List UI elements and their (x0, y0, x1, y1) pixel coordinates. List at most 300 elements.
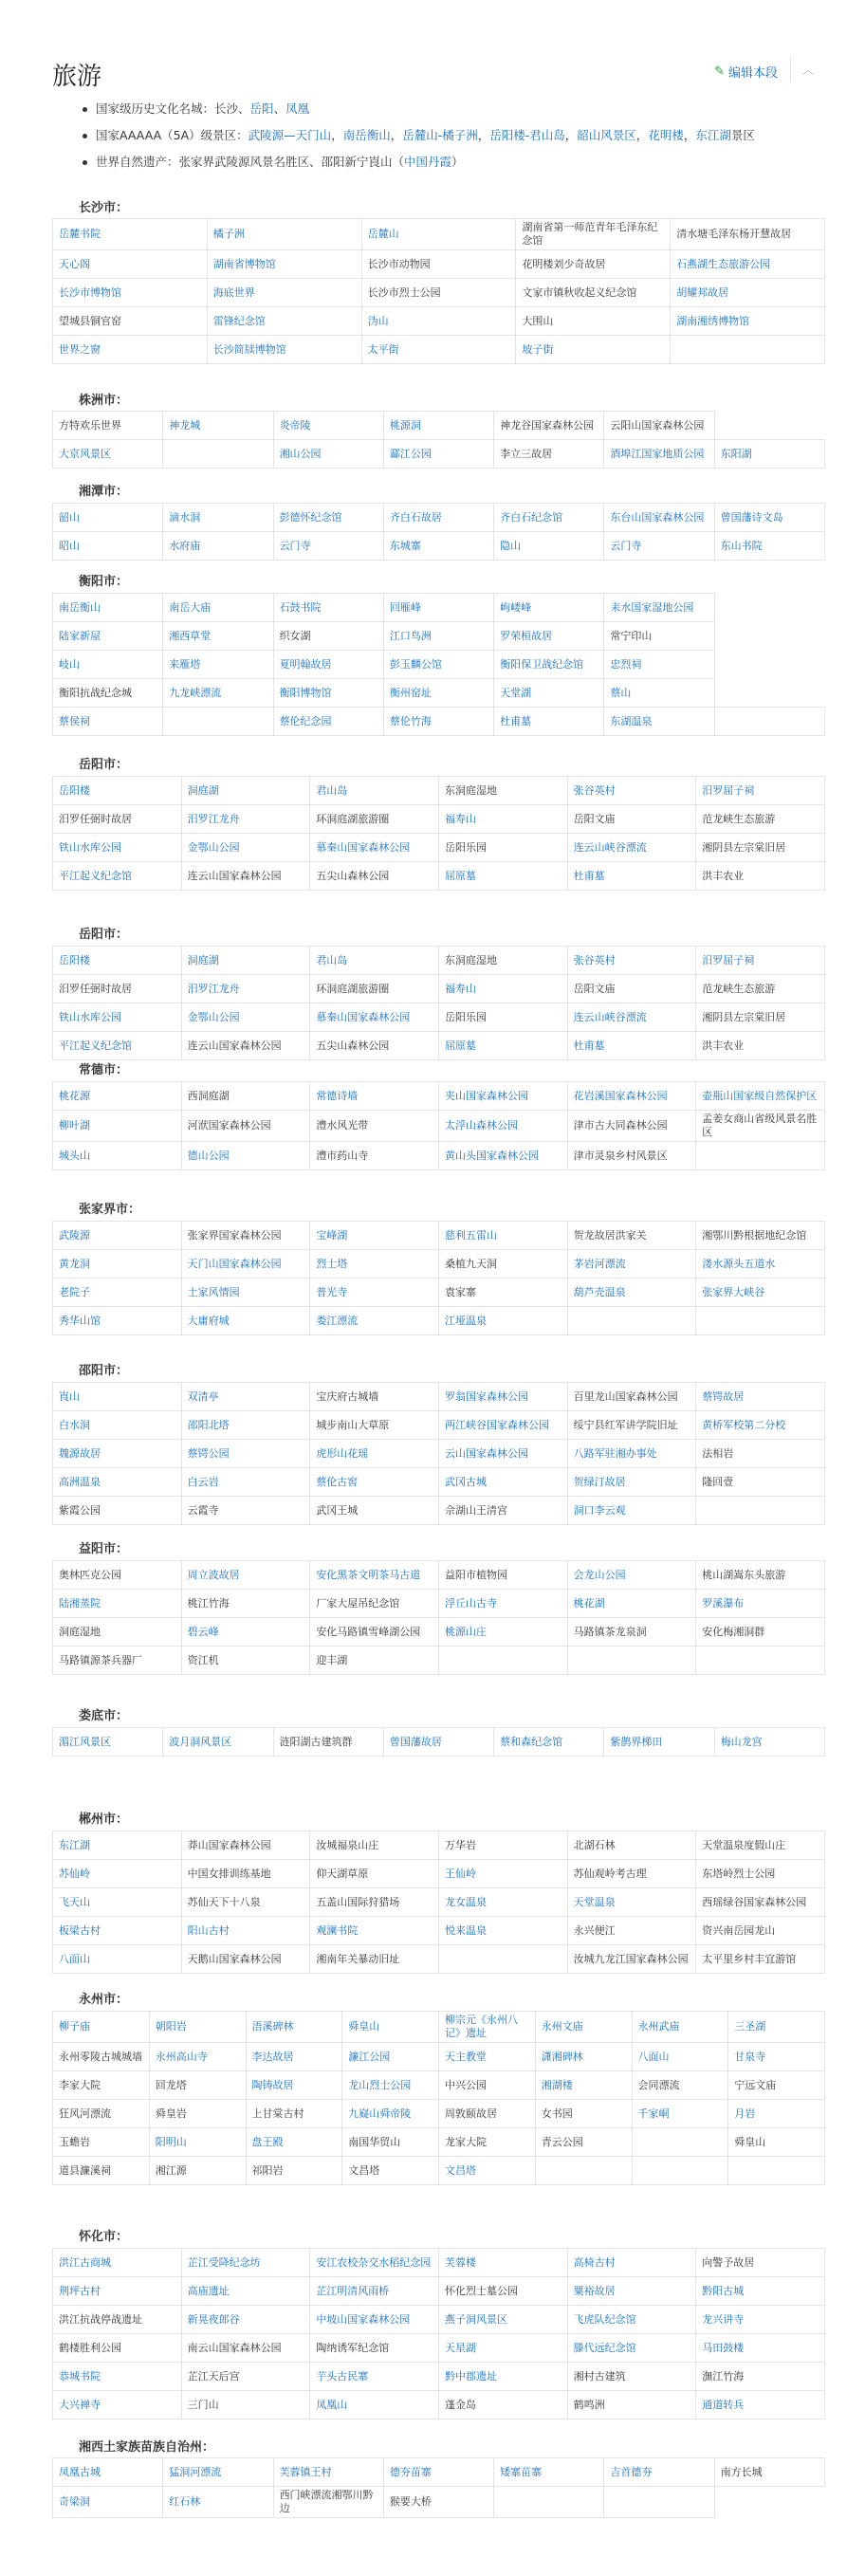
attractions-table (52, 218, 825, 364)
collapse-button[interactable] (790, 57, 825, 82)
table-row (53, 777, 825, 805)
table-cell[interactable]: 八面山 (53, 1945, 182, 1974)
table-cell[interactable]: 天心阁 (53, 250, 208, 279)
attraction-link[interactable]: 岳阳 (249, 101, 274, 116)
table-cell[interactable]: 忠烈祠 (604, 651, 714, 679)
table-cell[interactable]: 岳麓书院 (53, 219, 208, 250)
table-cell[interactable]: 屈原墓 (438, 862, 567, 891)
table-cell[interactable]: 飞天山 (53, 1888, 182, 1917)
table-row (53, 2043, 825, 2071)
table-cell[interactable]: 福寿山 (438, 975, 567, 1003)
attractions-table (52, 2248, 825, 2420)
table-cell[interactable]: 神龙城 (163, 412, 273, 440)
table-cell[interactable]: 洪江古商城 (53, 2249, 182, 2277)
table-cell[interactable]: 福寿山 (438, 805, 567, 834)
table-cell[interactable]: 东山书院 (714, 532, 824, 561)
table-cell: 连云山国家森林公园 (181, 862, 310, 891)
table-cell[interactable]: 耒水国家湿地公园 (604, 594, 714, 622)
table-cell[interactable]: 彭德怀纪念馆 (273, 504, 383, 532)
table-cell[interactable]: 云门寺 (273, 532, 383, 561)
table-cell[interactable]: 凤凰古城 (53, 2458, 163, 2487)
table-cell[interactable]: 衡州窑址 (383, 679, 493, 708)
highlight-text: 张家界武陵源风景名胜区、邵阳新宁崀山（ (178, 155, 405, 169)
table-row (53, 2391, 825, 2420)
pencil-icon: ✎ (714, 64, 725, 79)
table-cell[interactable]: 平江起义纪念馆 (53, 862, 182, 891)
table-cell[interactable]: 葫芦壳温泉 (567, 1279, 696, 1307)
table-row (53, 1561, 825, 1590)
table-cell: 舜皇山 (728, 2128, 825, 2157)
table-cell[interactable]: 芷江受降纪念坊 (181, 2249, 310, 2277)
table-cell[interactable]: 白云岩 (181, 1468, 310, 1497)
table-cell[interactable]: 酒埠江国家地质公园 (604, 440, 714, 469)
table-cell[interactable]: 坡子街 (516, 336, 671, 364)
table-cell[interactable]: 梅山龙宫 (714, 1728, 824, 1757)
table-row (53, 2277, 825, 2306)
table-cell[interactable]: 中坡山国家森林公园 (310, 2306, 439, 2334)
table-cell: 猴要大桥 (383, 2487, 493, 2518)
table-cell: 鹤鸣洲 (567, 2391, 696, 2420)
table-cell[interactable]: 阳明山 (149, 2128, 246, 2157)
table-cell[interactable]: 陆湘蒸院 (53, 1590, 182, 1618)
table-cell[interactable]: 杜甫墓 (494, 708, 604, 736)
table-cell[interactable]: 张家界大峡谷 (696, 1279, 825, 1307)
table-cell[interactable]: 普光寺 (310, 1279, 439, 1307)
table-cell: 长沙市烈士公园 (361, 279, 516, 307)
table-cell[interactable]: 罗溪瀑布 (696, 1590, 825, 1618)
table-cell: 潕江竹海 (696, 2363, 825, 2391)
table-cell[interactable]: 凤凰山 (310, 2391, 439, 2420)
city-heading: 常德市： (79, 1063, 129, 1077)
table-cell[interactable]: 碧云峰 (181, 1618, 310, 1647)
table-cell[interactable]: 高洲温泉 (53, 1468, 182, 1497)
table-cell[interactable]: 老院子 (53, 1279, 182, 1307)
attraction-link[interactable]: 凤凰 (285, 101, 310, 116)
table-cell[interactable]: 邵阳北塔 (181, 1411, 310, 1440)
table-cell[interactable]: 三圣湖 (728, 2012, 825, 2043)
table-cell[interactable]: 龙山烈士公园 (342, 2071, 439, 2100)
table-cell[interactable]: 酃江公园 (383, 440, 493, 469)
table-cell[interactable]: 沩山 (361, 307, 516, 336)
table-row (53, 594, 825, 622)
table-cell (604, 2487, 714, 2518)
table-cell[interactable]: 天堂温泉 (567, 1888, 696, 1917)
table-cell[interactable]: 德夯苗寨 (383, 2458, 493, 2487)
table-cell: 桃江竹海 (181, 1590, 310, 1618)
table-cell[interactable]: 黔阳古城 (696, 2277, 825, 2306)
table-cell[interactable]: 蔡伦古窖 (310, 1468, 439, 1497)
table-cell[interactable]: 贺绿汀故居 (567, 1468, 696, 1497)
table-cell[interactable]: 吉首德夯 (604, 2458, 714, 2487)
table-row (53, 2012, 825, 2043)
table-cell[interactable]: 来雁塔 (163, 651, 273, 679)
table-cell[interactable]: 东江湖 (53, 1831, 182, 1860)
table-cell[interactable]: 东台山国家森林公园 (604, 504, 714, 532)
table-cell[interactable]: 连云山峡谷漂流 (567, 1003, 696, 1032)
table-cell[interactable]: 永州高山寺 (149, 2043, 246, 2071)
table-cell[interactable]: 蔡锷故居 (696, 1383, 825, 1411)
highlight-text: ， (331, 128, 343, 142)
table-cell[interactable]: 溇水源头五道水 (696, 1250, 825, 1279)
table-row (53, 1860, 825, 1888)
table-cell[interactable]: 永州武庙 (632, 2012, 728, 2043)
table-cell[interactable]: 齐白石故居 (383, 504, 493, 532)
table-cell[interactable]: 平江起义纪念馆 (53, 1032, 182, 1060)
table-cell[interactable]: 君山岛 (310, 777, 439, 805)
table-cell[interactable]: 金鄂山公园 (181, 1003, 310, 1032)
table-cell[interactable]: 蔡伦竹海 (383, 708, 493, 736)
table-cell: 东塔岭烈士公园 (696, 1860, 825, 1888)
table-cell[interactable]: 奇梁洞 (53, 2487, 163, 2518)
table-cell[interactable]: 岐山 (53, 651, 163, 679)
table-cell: 宝庆府古城墙 (310, 1383, 439, 1411)
table-cell[interactable]: 紫鹊界梯田 (604, 1728, 714, 1757)
table-cell: 岳阳乐园 (438, 834, 567, 862)
table-cell[interactable]: 德山公园 (181, 1142, 310, 1170)
table-cell[interactable]: 柳子庙 (53, 2012, 150, 2043)
table-cell[interactable]: 浯溪碑林 (246, 2012, 342, 2043)
table-cell[interactable]: 昭山 (53, 532, 163, 561)
table-cell: 怀化烈士墓公园 (438, 2277, 567, 2306)
table-cell[interactable]: 九嶷山舜帝陵 (342, 2100, 439, 2128)
table-cell[interactable]: 龙兴讲寺 (696, 2306, 825, 2334)
table-cell[interactable]: 韶山 (53, 504, 163, 532)
table-cell[interactable]: 彭玉麟公馆 (383, 651, 493, 679)
table-cell[interactable]: 湖南省博物馆 (207, 250, 361, 279)
table-cell[interactable]: 湘湖楼 (535, 2071, 632, 2100)
table-row (53, 2363, 825, 2391)
table-cell[interactable]: 金鄂山公园 (181, 834, 310, 862)
section-title: 旅游 (52, 63, 102, 91)
table-cell[interactable]: 张谷英村 (567, 947, 696, 975)
table-cell: 湘村古建筑 (567, 2363, 696, 2391)
table-cell[interactable]: 铁山水库公园 (53, 1003, 182, 1032)
table-cell[interactable]: 海底世界 (207, 279, 361, 307)
table-cell (632, 2157, 728, 2185)
table-cell: 湘鄂川黔根据地纪念馆 (696, 1222, 825, 1250)
table-cell[interactable]: 陆家新屋 (53, 622, 163, 651)
table-row (53, 1383, 825, 1411)
table-cell[interactable]: 湘山公园 (273, 440, 383, 469)
table-cell[interactable]: 芋头古民寨 (310, 2363, 439, 2391)
table-cell[interactable]: 波月洞风景区 (163, 1728, 273, 1757)
attraction-link[interactable]: 韶山风景区 (577, 128, 636, 142)
table-row (53, 651, 825, 679)
table-cell: 连云山国家森林公园 (181, 1032, 310, 1060)
table-cell[interactable]: 世界之窗 (53, 336, 208, 364)
table-cell[interactable]: 南岳大庙 (163, 594, 273, 622)
table-cell: 汝城福泉山庄 (310, 1831, 439, 1860)
table-cell[interactable]: 太平街 (361, 336, 516, 364)
table-cell: 永州零陵古城城墙 (53, 2043, 150, 2071)
table-cell[interactable]: 虎形山花瑶 (310, 1440, 439, 1468)
highlight-item (83, 99, 813, 120)
table-cell[interactable]: 周立波故居 (181, 1561, 310, 1590)
table-cell[interactable]: 隐山 (494, 532, 604, 561)
table-cell[interactable]: 双清亭 (181, 1383, 310, 1411)
table-cell[interactable]: 恭城书院 (53, 2363, 182, 2391)
table-cell[interactable]: 城头山 (53, 1142, 182, 1170)
table-cell[interactable]: 陶铸故居 (246, 2071, 342, 2100)
table-cell[interactable]: 胡耀邦故居 (671, 279, 825, 307)
table-cell[interactable]: 大兴禅寺 (53, 2391, 182, 2420)
table-cell[interactable]: 曾国藩故居 (383, 1728, 493, 1757)
table-cell[interactable]: 岳麓山 (361, 219, 516, 250)
table-cell[interactable]: 高椅古村 (567, 2249, 696, 2277)
table-cell[interactable]: 观澜书院 (310, 1917, 439, 1945)
table-cell[interactable]: 崀山 (53, 1383, 182, 1411)
table-cell: 天堂温泉度假山庄 (696, 1831, 825, 1860)
table-cell[interactable]: 粟裕故居 (567, 2277, 696, 2306)
table-cell[interactable]: 慈利五雷山 (438, 1222, 567, 1250)
table-cell[interactable]: 天星湖 (438, 2334, 567, 2363)
table-cell[interactable]: 悦来温泉 (438, 1917, 567, 1945)
table-cell[interactable]: 李达故居 (246, 2043, 342, 2071)
table-cell[interactable]: 慕秦山国家森林公园 (310, 834, 439, 862)
table-cell[interactable]: 烈士塔 (310, 1250, 439, 1279)
table-cell[interactable]: 会龙山公园 (567, 1561, 696, 1590)
table-cell[interactable]: 龙女温泉 (438, 1888, 567, 1917)
table-cell[interactable]: 月岩 (728, 2100, 825, 2128)
table-row (53, 1279, 825, 1307)
table-cell[interactable]: 燕子洞风景区 (438, 2306, 567, 2334)
table-cell[interactable]: 云山国家森林公园 (438, 1440, 567, 1468)
table-cell[interactable]: 安江农校杂交水稻纪念园 (310, 2249, 439, 2277)
table-cell[interactable]: 衡阳博物馆 (273, 679, 383, 708)
attraction-link[interactable]: 花明楼 (648, 128, 684, 142)
attraction-link[interactable]: 岳麓山-橘子洲 (402, 128, 478, 142)
table-cell[interactable]: 花岩溪国家森林公园 (567, 1082, 696, 1111)
table-cell[interactable]: 曾国藩诗文岛 (714, 504, 824, 532)
table-cell[interactable]: 洞庭湖 (181, 947, 310, 975)
table-cell[interactable]: 芙蓉镇王村 (273, 2458, 383, 2487)
table-cell[interactable]: 江口鸟洲 (383, 622, 493, 651)
table-cell[interactable]: 武冈古城 (438, 1468, 567, 1497)
table-cell[interactable]: 壶瓶山国家级自然保护区 (696, 1082, 825, 1111)
table-cell[interactable]: 罗荣桓故居 (494, 622, 604, 651)
table-cell[interactable]: 水府庙 (163, 532, 273, 561)
attraction-link[interactable]: 中国丹霞 (404, 155, 452, 169)
table-cell[interactable]: 汨罗屈子祠 (696, 777, 825, 805)
table-cell[interactable]: 湘西草堂 (163, 622, 273, 651)
table-cell[interactable]: 岳阳楼 (53, 947, 182, 975)
table-cell[interactable]: 宝峰湖 (310, 1222, 439, 1250)
table-cell[interactable]: 高庙遗址 (181, 2277, 310, 2306)
table-cell[interactable]: 东城寨 (383, 532, 493, 561)
table-cell[interactable]: 大庸府城 (181, 1307, 310, 1335)
table-cell[interactable]: 衡阳保卫战纪念馆 (494, 651, 604, 679)
table-row (53, 679, 825, 708)
table-cell[interactable]: 新晃夜郎谷 (181, 2306, 310, 2334)
table-cell[interactable]: 桃花源 (53, 1082, 182, 1111)
attraction-link[interactable]: 武陵源—天门山 (248, 128, 332, 142)
table-cell[interactable]: 荆坪古村 (53, 2277, 182, 2306)
table-cell[interactable]: 板梁古村 (53, 1917, 182, 1945)
table-cell[interactable]: 黄山头国家森林公园 (438, 1142, 567, 1170)
table-cell[interactable]: 大京风景区 (53, 440, 163, 469)
city-heading: 湘潭市： (79, 485, 129, 499)
table-cell[interactable]: 永州文庙 (535, 2012, 632, 2043)
table-cell[interactable]: 岣嵝峰 (494, 594, 604, 622)
table-cell[interactable]: 秀华山馆 (53, 1307, 182, 1335)
table-cell: 常宁印山 (604, 622, 714, 651)
table-cell[interactable]: 洞庭湖 (181, 777, 310, 805)
content-area (52, 0, 825, 2514)
table-cell[interactable]: 马田鼓楼 (696, 2334, 825, 2363)
table-cell: 方特欢乐世界 (53, 412, 163, 440)
table-cell[interactable]: 武陵源 (53, 1222, 182, 1250)
table-cell: 文家市镇秋收起义纪念馆 (516, 279, 671, 307)
table-cell (632, 2128, 728, 2157)
table-cell[interactable]: 魏源故居 (53, 1440, 182, 1468)
table-cell[interactable]: 柳宗元《永州八记》遗址 (439, 2012, 536, 2043)
table-cell[interactable]: 天主教堂 (439, 2043, 536, 2071)
table-cell[interactable]: 舜皇山 (342, 2012, 439, 2043)
table-cell[interactable]: 王仙岭 (438, 1860, 567, 1888)
table-cell[interactable]: 两江峡谷国家森林公园 (438, 1411, 567, 1440)
table-cell[interactable]: 桃花湖 (567, 1590, 696, 1618)
table-cell[interactable]: 甘泉寺 (728, 2043, 825, 2071)
table-cell[interactable]: 土家风情园 (181, 1279, 310, 1307)
table-cell[interactable]: 齐白石纪念馆 (494, 504, 604, 532)
table-cell[interactable]: 浮丘山古寺 (438, 1590, 567, 1618)
table-cell[interactable]: 云门寺 (604, 532, 714, 561)
table-cell[interactable]: 芷江明清风雨桥 (310, 2277, 439, 2306)
table-cell[interactable]: 湖南湘绣博物馆 (671, 307, 825, 336)
table-cell[interactable]: 茅岩河漂流 (567, 1250, 696, 1279)
table-cell[interactable]: 洞口李云观 (567, 1497, 696, 1525)
table-cell[interactable]: 滕代远纪念馆 (567, 2334, 696, 2363)
table-cell[interactable]: 杜甫墓 (567, 1032, 696, 1060)
table-cell[interactable]: 盘王殿 (246, 2128, 342, 2157)
table-cell (728, 2157, 825, 2185)
table-cell[interactable]: 阳山古村 (181, 1917, 310, 1945)
table-cell[interactable]: 夹山国家森林公园 (438, 1082, 567, 1111)
attraction-link[interactable]: 南岳衡山 (342, 128, 391, 142)
table-cell[interactable]: 江垭温泉 (438, 1307, 567, 1335)
table-cell[interactable]: 滴水洞 (163, 504, 273, 532)
table-cell[interactable]: 太浮山森林公园 (438, 1111, 567, 1142)
table-cell[interactable]: 黄龙洞 (53, 1250, 182, 1279)
table-cell[interactable]: 矮寨苗寨 (494, 2458, 604, 2487)
table-cell[interactable]: 柳叶湖 (53, 1111, 182, 1142)
table-cell[interactable]: 苏仙岭 (53, 1860, 182, 1888)
table-cell[interactable]: 黄桥军校第二分校 (696, 1411, 825, 1440)
table-row (53, 2071, 825, 2100)
table-cell[interactable]: 罗翁国家森林公园 (438, 1383, 567, 1411)
table-cell[interactable]: 铁山水库公园 (53, 834, 182, 862)
table-cell[interactable]: 石鼓书院 (273, 594, 383, 622)
table-cell[interactable]: 九龙峡漂流 (163, 679, 273, 708)
table-cell[interactable]: 蔡侯祠 (53, 708, 163, 736)
table-cell[interactable]: 杜甫墓 (567, 862, 696, 891)
table-cell: 望城县铜官窑 (53, 307, 208, 336)
table-cell[interactable]: 八路军驻湘办事处 (567, 1440, 696, 1468)
table-cell[interactable]: 文昌塔 (439, 2157, 536, 2185)
table-cell[interactable]: 桃源山庄 (438, 1618, 567, 1647)
table-cell: 上甘棠古村 (246, 2100, 342, 2128)
table-cell: 湖南省第一师范青年毛泽东纪念馆 (516, 219, 671, 250)
table-cell[interactable]: 飞虎队纪念馆 (567, 2306, 696, 2334)
table-cell[interactable]: 岳阳楼 (53, 777, 182, 805)
table-cell[interactable]: 濂江公园 (342, 2043, 439, 2071)
table-cell: 厂家大屋吊纪念馆 (310, 1590, 439, 1618)
table-cell[interactable]: 黔中郡遗址 (438, 2363, 567, 2391)
table-cell (163, 440, 273, 469)
table-cell[interactable]: 安化黑茶文明茶马古道 (310, 1561, 439, 1590)
table-cell[interactable]: 蔡伦纪念园 (273, 708, 383, 736)
table-cell[interactable]: 汨罗屈子祠 (696, 947, 825, 975)
table-cell[interactable]: 通道转兵 (696, 2391, 825, 2420)
table-cell: 益阳市植物园 (438, 1561, 567, 1590)
table-cell[interactable]: 夏明翰故居 (273, 651, 383, 679)
table-cell[interactable]: 君山岛 (310, 947, 439, 975)
table-cell[interactable]: 天门山国家森林公园 (181, 1250, 310, 1279)
table-cell[interactable]: 连云山峡谷漂流 (567, 834, 696, 862)
highlight-values (248, 128, 755, 142)
table-cell[interactable]: 长沙市博物馆 (53, 279, 208, 307)
table-cell[interactable]: 东湖温泉 (604, 708, 714, 736)
attraction-link[interactable]: 东江湖 (695, 128, 731, 142)
table-row (53, 279, 825, 307)
table-cell[interactable]: 千家峒 (632, 2100, 728, 2128)
table-cell[interactable]: 屈原墓 (438, 1032, 567, 1060)
table-cell[interactable]: 湄江风景区 (53, 1728, 163, 1757)
table-cell[interactable]: 汨罗江龙舟 (181, 805, 310, 834)
table-cell[interactable]: 芙蓉楼 (438, 2249, 567, 2277)
table-cell[interactable]: 石燕湖生态旅游公园 (671, 250, 825, 279)
table-cell[interactable]: 蔡锷公园 (181, 1440, 310, 1468)
attraction-link[interactable]: 岳阳楼-君山岛 (489, 128, 565, 142)
table-cell: 贺龙故居洪家关 (567, 1222, 696, 1250)
table-cell (494, 2487, 604, 2518)
table-cell (671, 336, 825, 364)
table-cell[interactable]: 慕秦山国家森林公园 (310, 1003, 439, 1032)
table-row (53, 1831, 825, 1860)
table-cell[interactable]: 汨罗江龙舟 (181, 975, 310, 1003)
table-cell[interactable]: 长沙简牍博物馆 (207, 336, 361, 364)
table-cell[interactable]: 潇湘碑林 (535, 2043, 632, 2071)
table-cell[interactable]: 朝阳岩 (149, 2012, 246, 2043)
table-cell[interactable]: 八面山 (632, 2043, 728, 2071)
table-cell[interactable]: 娄江漂流 (310, 1307, 439, 1335)
table-cell[interactable]: 桃源洞 (383, 412, 493, 440)
table-cell: 陶纳诱军纪念馆 (310, 2334, 439, 2363)
table-cell[interactable]: 南岳衡山 (53, 594, 163, 622)
table-cell[interactable]: 天堂湖 (494, 679, 604, 708)
table-row (53, 2249, 825, 2277)
table-cell[interactable]: 雷锋纪念馆 (207, 307, 361, 336)
table-cell: 会同漂流 (632, 2071, 728, 2100)
table-cell[interactable]: 炎帝陵 (273, 412, 383, 440)
table-cell: 清水塘毛泽东杨开慧故居 (671, 219, 825, 250)
table-cell[interactable]: 白水洞 (53, 1411, 182, 1440)
table-cell[interactable]: 张谷英村 (567, 777, 696, 805)
table-cell[interactable]: 常德诗墙 (310, 1082, 439, 1111)
table-cell: 天鹅山国家森林公园 (181, 1945, 310, 1974)
table-cell: 澧市药山寺 (310, 1142, 439, 1170)
edit-section-button[interactable] (714, 63, 778, 81)
table-cell: 紫霞公园 (53, 1497, 182, 1525)
table-cell[interactable]: 橘子洲 (207, 219, 361, 250)
table-cell[interactable]: 回雁峰 (383, 594, 493, 622)
table-cell[interactable]: 东阳湖 (714, 440, 824, 469)
table-cell[interactable]: 红石林 (163, 2487, 273, 2518)
table-cell[interactable]: 蔡和森纪念馆 (494, 1728, 604, 1757)
attractions-table (52, 2011, 825, 2185)
table-cell[interactable]: 猛洞河漂流 (163, 2458, 273, 2487)
table-cell[interactable]: 蔡山 (604, 679, 714, 708)
